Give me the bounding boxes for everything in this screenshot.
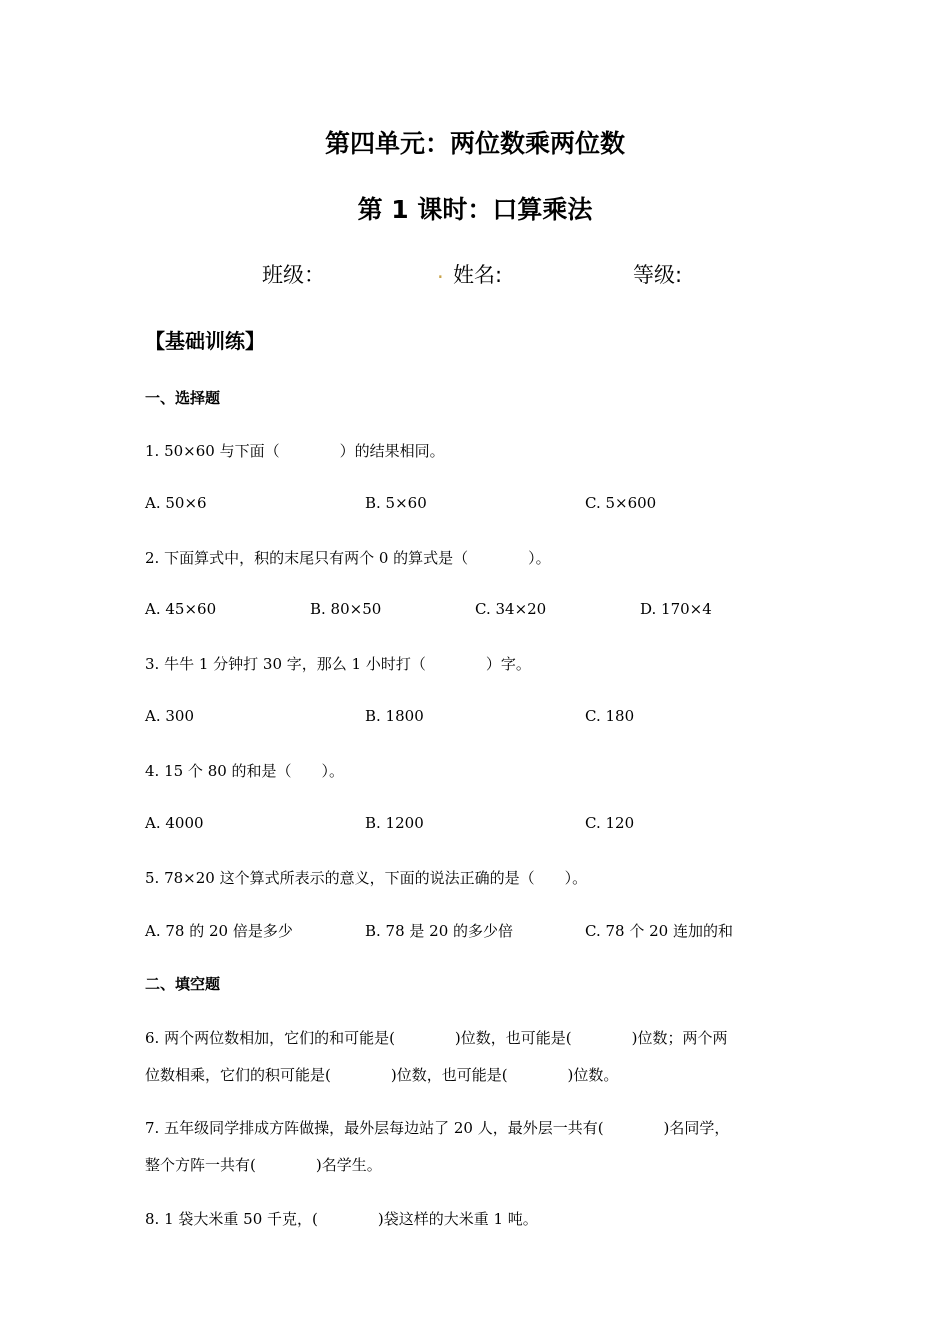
- question-3: 3. 牛牛 1 分钟打 30 字，那么 1 小时打（ ）字。: [145, 655, 531, 673]
- class-label: 班级：: [262, 263, 325, 287]
- part-fill-in-blank: 二、填空题: [145, 975, 221, 993]
- q2-option-a: A. 45×60: [145, 600, 217, 618]
- q2-option-b: B. 80×50: [310, 600, 382, 618]
- question-8: 8. 1 袋大米重 50 千克，( )袋这样的大米重 1 吨。: [145, 1210, 538, 1228]
- q1-option-b: B. 5×60: [365, 494, 427, 512]
- q1-option-c: C. 5×600: [585, 494, 657, 512]
- grade-label: 等级:: [633, 263, 683, 287]
- question-6-line-1: 6. 两个两位数相加，它们的和可能是( )位数，也可能是( )位数；两个两: [145, 1029, 728, 1047]
- q5-option-a: A. 78 的 20 倍是多少: [145, 922, 293, 940]
- q3-option-b: B. 1800: [365, 707, 424, 725]
- q4-option-c: C. 120: [585, 814, 635, 832]
- lesson-subtitle: 第 1 课时：口算乘法: [357, 195, 593, 224]
- question-7-line-1: 7. 五年级同学排成方阵做操，最外层每边站了 20 人，最外层一共有( )名同学，: [145, 1119, 730, 1137]
- question-2: 2. 下面算式中，积的末尾只有两个 0 的算式是（ ）。: [145, 549, 551, 567]
- q4-option-a: A. 4000: [145, 814, 204, 832]
- q1-option-a: A. 50×6: [145, 494, 207, 512]
- separator-dot: .: [437, 259, 444, 283]
- page-title: 第四单元：两位数乘两位数: [324, 129, 625, 158]
- q3-option-a: A. 300: [145, 707, 194, 725]
- q4-option-b: B. 1200: [365, 814, 424, 832]
- question-1: 1. 50×60 与下面（ ）的结果相同。: [145, 442, 445, 460]
- q2-option-d: D. 170×4: [640, 600, 712, 618]
- part-multiple-choice: 一、选择题: [145, 389, 221, 407]
- question-6-line-2: 位数相乘，它们的积可能是( )位数，也可能是( )位数。: [145, 1066, 619, 1084]
- question-5: 5. 78×20 这个算式所表示的意义，下面的说法正确的是（ ）。: [145, 869, 588, 887]
- question-7-line-2: 整个方阵一共有( )名学生。: [145, 1156, 382, 1174]
- q5-option-c: C. 78 个 20 连加的和: [585, 922, 733, 940]
- q5-option-b: B. 78 是 20 的多少倍: [365, 922, 514, 940]
- section-basic-training: 【基础训练】: [145, 329, 265, 353]
- question-4: 4. 15 个 80 的和是（ ）。: [145, 762, 345, 780]
- name-label: 姓名:: [453, 263, 503, 287]
- q2-option-c: C. 34×20: [475, 600, 547, 618]
- q3-option-c: C. 180: [585, 707, 635, 725]
